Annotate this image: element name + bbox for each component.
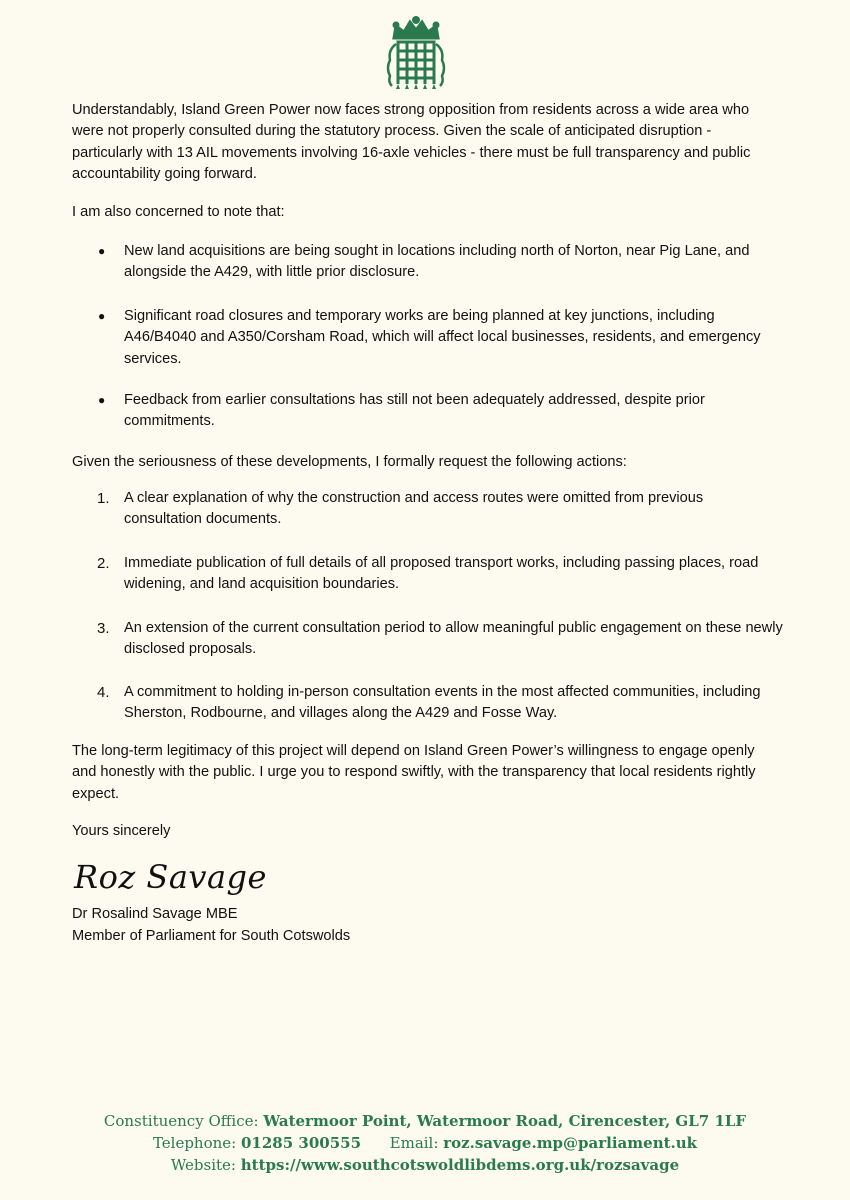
footer-website	[0, 1156, 850, 1174]
action-text: Immediate publication of full details of all proposed transport works, including passing places, road widening, and land acquisition boundaries.	[124, 555, 759, 593]
office-label: Constituency Office:	[103, 1112, 259, 1130]
action-number: 2.	[97, 555, 110, 572]
bullet-marker: ●	[98, 244, 106, 258]
signer-title: Member of Parliament for South Cotswolds	[72, 928, 351, 944]
bullet-text: Feedback from earlier consultations has still not been adequately addressed, despite prior commitments.	[124, 392, 705, 430]
phone-number: 01285 300555	[241, 1134, 362, 1152]
footer-office	[0, 1112, 850, 1130]
paragraph-legitimacy: The long-term legitimacy of this project will depend on Island Green Power’s willingness to engage openly and honestly with the public. I urge you to respond swiftly, with the transparency that local residents rightly expect.	[72, 743, 756, 802]
bullet-marker: ●	[98, 393, 106, 407]
action-text: An extension of the current consultation period to allow meaningful public engagement on these newly disclosed proposals.	[124, 620, 783, 658]
website-label: Website:	[170, 1156, 236, 1174]
paragraph-opposition: Understandably, Island Green Power now faces strong opposition from residents across a wide area who were not properly consulted during the statutory process. Given the scale of anticipated disruption - particularly with 13 AIL movements involving 16-axle vehicles - there must be full transparency and public accountability going forward.	[72, 102, 751, 183]
bullet-marker: ●	[98, 309, 106, 323]
office-address: Watermoor Point, Watermoor Road, Cirencester, GL7 1LF	[263, 1112, 747, 1130]
phone-label: Telephone:	[152, 1134, 237, 1152]
action-number: 1.	[97, 490, 110, 507]
signer-name: Dr Rosalind Savage MBE	[72, 906, 238, 922]
portcullis-logo-icon	[384, 16, 448, 90]
paragraph-concerned: I am also concerned to note that:	[72, 204, 285, 220]
footer-contact	[0, 1134, 850, 1152]
bullet-text: New land acquisitions are being sought in locations including north of Norton, near Pig Lane, and alongside the A429, with little prior disclosure.	[124, 243, 750, 281]
email-label: Email:	[389, 1134, 439, 1152]
action-number: 3.	[97, 620, 110, 637]
bullet-text: Significant road closures and temporary works are being planned at key junctions, including A46/B4040 and A350/Corsham Road, which will affect local businesses, residents, and emergency services.	[124, 308, 761, 367]
paragraph-request: Given the seriousness of these developments, I formally request the following actions:	[72, 454, 627, 470]
action-text: A clear explanation of why the construction and access routes were omitted from previous consultation documents.	[124, 490, 704, 528]
action-number: 4.	[97, 684, 110, 701]
action-text: A commitment to holding in-person consultation events in the most affected communities, including Sherston, Rodbourne, and villages along the A429 and Fosse Way.	[124, 684, 761, 722]
closing: Yours sincerely	[72, 823, 171, 839]
website-link[interactable]: https://www.southcotswoldlibdems.org.uk/rozsavage	[240, 1156, 680, 1174]
signature: Roz Savage	[74, 858, 267, 896]
email-link[interactable]: roz.savage.mp@parliament.uk	[443, 1134, 698, 1152]
